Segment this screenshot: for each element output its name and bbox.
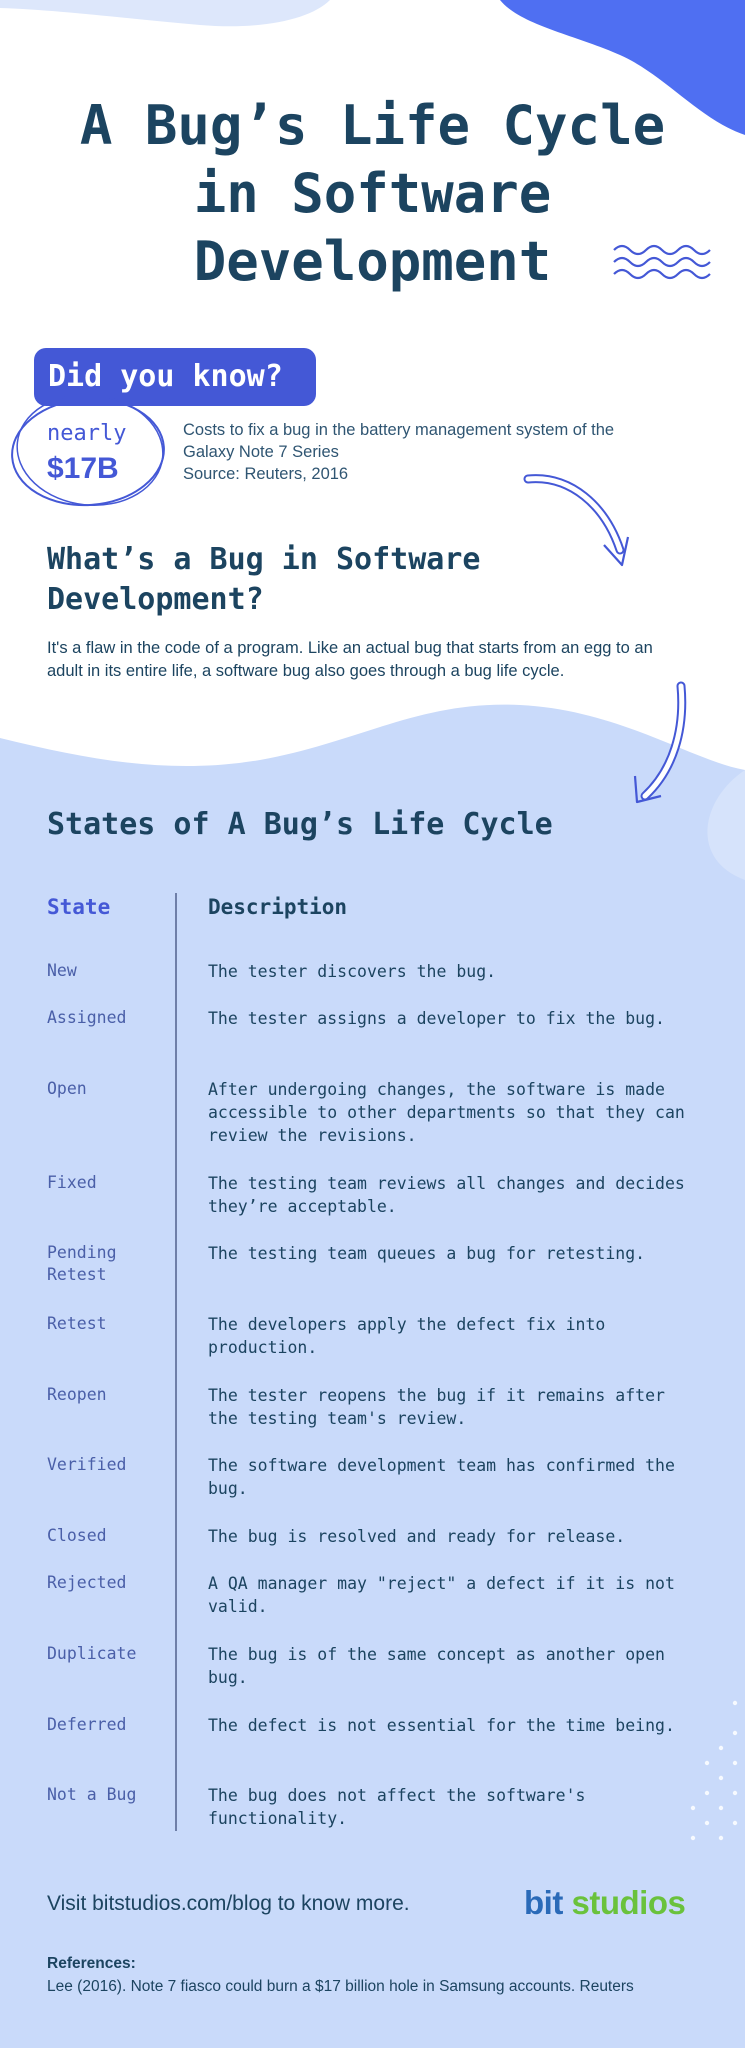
- dots-decoration: [655, 1680, 745, 1850]
- logo-bit: bit: [524, 1884, 563, 1921]
- fact-line: Costs to fix a bug in the battery management system of the: [183, 421, 615, 439]
- state-name: Deferred: [47, 1715, 127, 1734]
- state-description: The bug is resolved and ready for release.: [208, 1527, 626, 1546]
- state-description: The testing team reviews all changes and decides they’re acceptable.: [208, 1174, 685, 1216]
- state-column-header: State: [47, 895, 111, 919]
- reference-text: Lee (2016). Note 7 fiasco could burn a $17 billion hole in Samsung accounts. Reuters: [47, 1978, 634, 1995]
- state-name: Rejected: [47, 1573, 127, 1592]
- bitstudios-logo: [524, 1884, 685, 1922]
- whats-bug-heading: [47, 540, 480, 620]
- logo-studios: studios: [571, 1884, 686, 1921]
- state-name: Pending Retest: [47, 1243, 117, 1284]
- heading-line: What’s a Bug in Software: [47, 542, 481, 577]
- state-description: After undergoing changes, the software is made accessible to other departments so that they can review the revisions.: [208, 1080, 685, 1145]
- state-description: The developers apply the defect fix into production.: [208, 1315, 606, 1357]
- states-heading: States of A Bug’s Life Cycle: [47, 807, 553, 842]
- fact-source: Source: Reuters, 2016: [183, 465, 349, 483]
- title-line: A Bug’s Life Cycle: [79, 94, 666, 157]
- table-divider: [175, 893, 177, 1831]
- state-name: Duplicate: [47, 1644, 137, 1663]
- curved-arrow-icon: [520, 465, 640, 575]
- state-description: The bug does not affect the software's functionality.: [208, 1786, 586, 1828]
- state-description: The tester reopens the bug if it remains after the testing team's review.: [208, 1386, 665, 1428]
- state-description: The testing team queues a bug for retesting.: [208, 1244, 646, 1263]
- state-description: A QA manager may "reject" a defect if it is not valid.: [208, 1574, 675, 1616]
- state-name: Reopen: [47, 1385, 107, 1404]
- bug-definition: It's a flaw in the code of a program. Like an actual bug that starts from an egg to an adult in its entire life, a software bug also goes through a bug life cycle.: [47, 639, 653, 680]
- state-description: The tester discovers the bug.: [208, 962, 497, 981]
- state-name: Open: [47, 1079, 87, 1098]
- state-name: Verified: [47, 1455, 127, 1474]
- references-label: References:: [47, 1955, 136, 1972]
- state-description: The tester assigns a developer to fix the bug.: [208, 1009, 665, 1028]
- state-name: Fixed: [47, 1173, 97, 1192]
- state-description: The defect is not essential for the time being.: [208, 1716, 675, 1735]
- fact-amount: $17B: [47, 452, 119, 485]
- state-name: Closed: [47, 1526, 107, 1545]
- state-name: Retest: [47, 1314, 107, 1333]
- state-name: New: [47, 961, 77, 980]
- state-name: Assigned: [47, 1008, 127, 1027]
- state-name: Not a Bug: [47, 1785, 137, 1804]
- fact-line: Galaxy Note 7 Series: [183, 443, 339, 461]
- fact-prefix: nearly: [47, 421, 127, 446]
- curved-arrow-icon: [625, 680, 695, 810]
- visit-link-text: Visit bitstudios.com/blog to know more.: [47, 1892, 410, 1915]
- description-column-header: Description: [208, 895, 348, 919]
- title-line: in Software: [193, 162, 552, 225]
- title-line: Development: [193, 230, 552, 293]
- state-description: The bug is of the same concept as another open bug.: [208, 1645, 665, 1687]
- heading-line: Development?: [47, 582, 264, 617]
- state-description: The software development team has confirmed the bug.: [208, 1456, 675, 1498]
- wavy-lines-decoration: [612, 242, 712, 292]
- did-you-know-badge: Did you know?: [34, 348, 316, 406]
